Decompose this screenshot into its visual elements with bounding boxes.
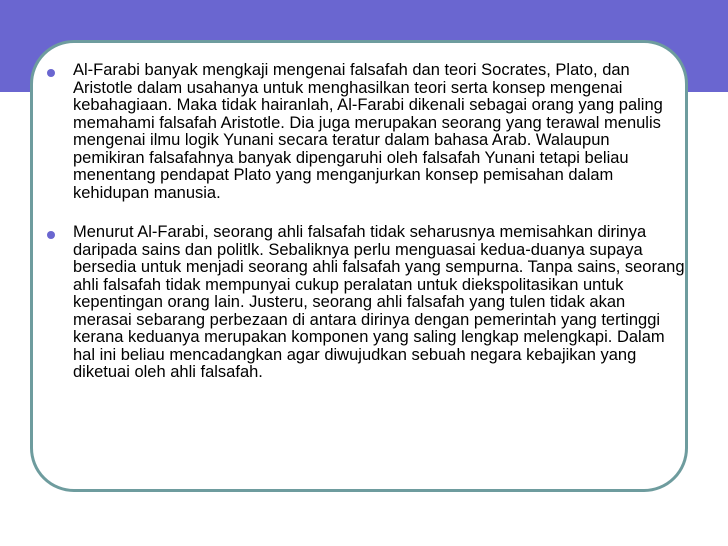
bullet-item: [45, 62, 685, 202]
bullet-text: Al-Farabi banyak mengkaji mengenai falsafah dan teori Socrates, Plato, dan Aristotle dalam usahanya untuk menghasilkan teori serta konsep mengenai kebahagiaan. Maka tidak hairanlah, Al-Farabi dikenali sebagai orang yang paling memahami falsafah Aristotle. Dia juga merupakan seorang yang terawal menulis mengenai ilmu logik Yunani secara teratur dalam bahasa Arab. Walaupun pemikiran falsafahnya banyak dipengaruhi oleh falsafah Yunani tetapi beliau menentang pendapat Plato yang menganjurkan konsep pemisahan dalam kehidupan manusia.: [73, 61, 663, 202]
bullet-item: [45, 224, 685, 382]
bullet-dot-icon: [47, 69, 55, 77]
bullet-text: Menurut Al-Farabi, seorang ahli falsafah tidak seharusnya memisahkan dirinya daripada sains dan politlk. Sebaliknya perlu menguasai kedua-duanya supaya bersedia untuk menjadi seorang ahli falsafah yang sempurna. Tanpa sains, seorang ahli falsafah tidak mempunyai cukup peralatan untuk diekspolitasikan untuk kepentingan orang lain. Justeru, seorang ahli falsafah yang tulen tidak akan merasai sebarang perbezaan di antara dirinya dengan pemerintah yang tertinggi kerana keduanya merupakan komponen yang saling lengkap melengkapi. Dalam hal ini beliau mencadangkan agar diwujudkan sebuah negara kebajikan yang diketuai oleh ahli falsafah.: [73, 223, 685, 381]
bullet-list: [45, 62, 685, 404]
bullet-dot-icon: [47, 231, 55, 239]
